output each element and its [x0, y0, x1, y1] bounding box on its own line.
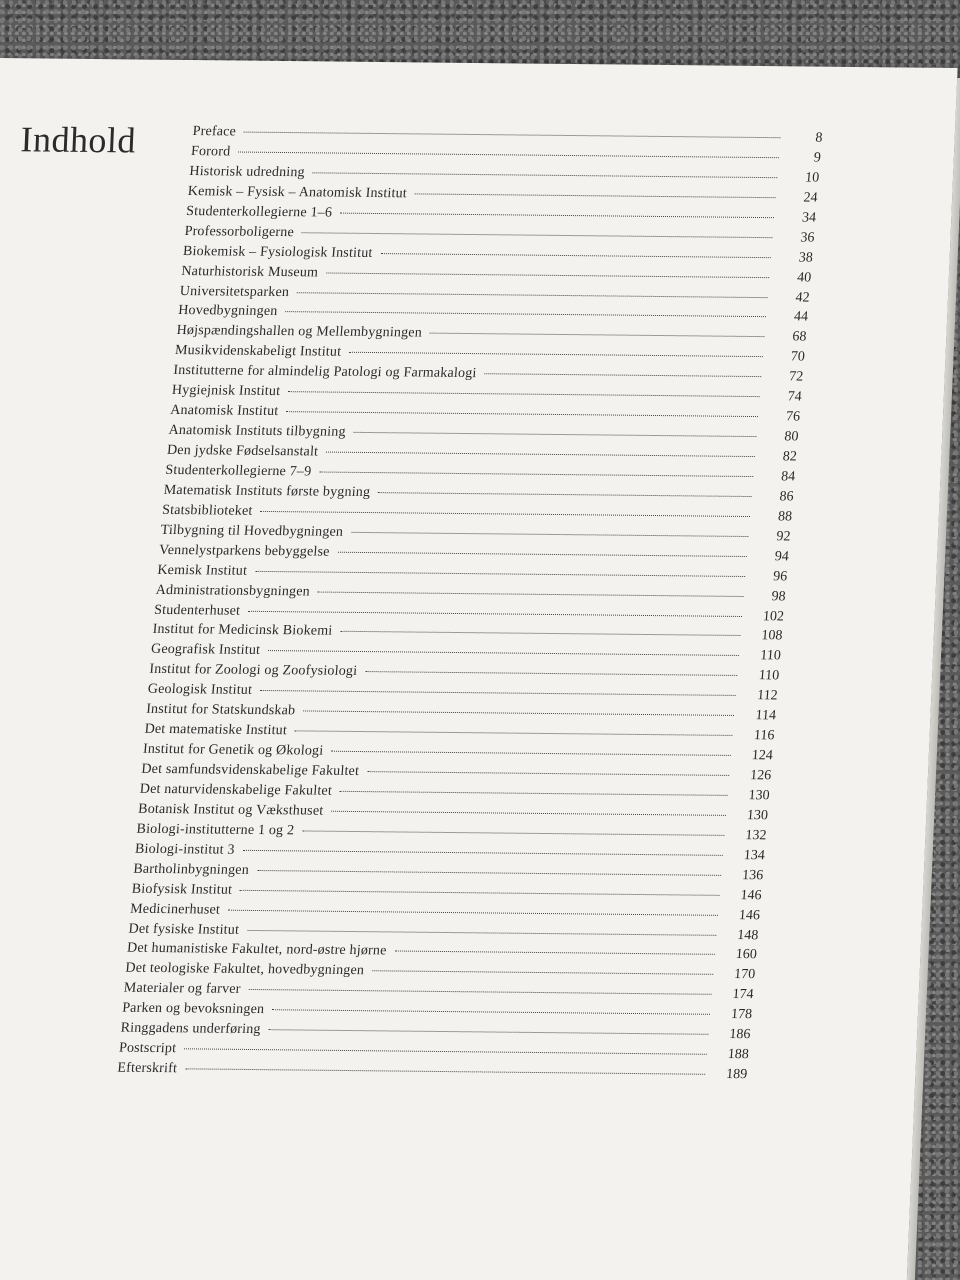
- toc-entry-page-number: 126: [749, 768, 772, 784]
- toc-entry-title: Kemisk Institut: [156, 562, 248, 579]
- dot-leader: [244, 132, 780, 139]
- dot-leader: [269, 1029, 709, 1035]
- toc-entry-title: Parken og bevoksningen: [121, 1000, 265, 1018]
- dot-leader: [340, 212, 774, 218]
- dot-leader: [331, 811, 726, 816]
- toc-entry-title: Det fysiske Institut: [128, 921, 240, 938]
- toc-entry-page-number: 186: [728, 1027, 751, 1043]
- toc-entry-page-number: 80: [783, 429, 799, 445]
- toc-entry-page-number: 178: [730, 1007, 753, 1023]
- toc-entry-page-number: 82: [782, 449, 798, 465]
- toc-entry-title: Naturhistorisk Museum: [180, 263, 319, 280]
- toc-entry-page-number: 72: [788, 369, 804, 385]
- toc-entry-title: Højspændingshallen og Mellembygningen: [176, 323, 423, 341]
- dot-leader: [295, 730, 732, 736]
- toc-entry-page-number: 8: [814, 130, 824, 146]
- toc-entry-page-number: 132: [744, 827, 767, 844]
- book-page: [0, 58, 958, 1280]
- toc-entry-page-number: 110: [758, 668, 780, 684]
- toc-entry-page-number: 174: [731, 987, 755, 1003]
- toc-entry-page-number: 146: [739, 887, 763, 903]
- toc-entry-page-number: 102: [762, 608, 785, 624]
- toc-entry-page-number: 24: [802, 190, 819, 206]
- dot-leader: [286, 411, 758, 417]
- toc-entry-page-number: 76: [785, 409, 801, 425]
- dot-leader: [319, 471, 753, 477]
- dot-leader: [340, 631, 740, 636]
- dot-leader: [257, 870, 721, 876]
- dot-leader: [326, 452, 755, 457]
- toc-entry-page-number: 36: [799, 230, 815, 246]
- dot-leader: [367, 771, 729, 776]
- toc-entry-title: Administrationsbygningen: [155, 582, 311, 600]
- dot-leader: [394, 951, 714, 955]
- dot-leader: [302, 232, 773, 238]
- toc-entry-title: Medicinerhuset: [129, 901, 221, 918]
- toc-entry-page-number: 40: [796, 269, 812, 286]
- dot-leader: [238, 151, 779, 158]
- toc-entry-title: Professorboligerne: [184, 223, 295, 240]
- toc-entry-page-number: 110: [759, 648, 782, 664]
- toc-entry-title: Det samfundsvidenskabelige Fakultet: [140, 761, 360, 780]
- toc-entry-title: Institutterne for almindelig Patologi og Farmakalogi: [172, 363, 478, 382]
- toc-entry-page-number: 160: [735, 947, 758, 963]
- toc-entry-title: Studenterkollegierne 7–9: [164, 462, 312, 480]
- dot-leader: [365, 671, 737, 676]
- toc-entry-page-number: 130: [746, 807, 769, 824]
- toc-entry-title: Anatomisk Institut: [169, 403, 280, 420]
- dot-leader: [351, 532, 748, 537]
- dot-leader: [326, 272, 769, 278]
- dot-leader: [243, 850, 723, 856]
- toc-entry-title: Biologi-institut 3: [134, 841, 236, 858]
- dot-leader: [184, 1048, 707, 1054]
- toc-entry-title: Universitetsparken: [179, 283, 290, 300]
- toc-entry-page-number: 44: [793, 309, 809, 325]
- toc-entry-page-number: 84: [780, 469, 796, 485]
- toc-entry-title: Musikvidenskabeligt Institut: [174, 343, 342, 360]
- toc-entry-page-number: 170: [733, 967, 756, 983]
- toc-entry-page-number: 136: [741, 867, 764, 883]
- toc-entry-title: Statsbiblioteket: [161, 502, 254, 519]
- toc-entry-title: Institut for Medicinsk Biokemi: [152, 622, 333, 640]
- toc-entry-page-number: 96: [772, 568, 788, 585]
- toc-entry-page-number: 88: [777, 509, 793, 525]
- dot-leader: [313, 172, 777, 178]
- toc-entry-title: Institut for Zoologi og Zoofysiologi: [148, 662, 358, 680]
- dot-leader: [297, 292, 768, 298]
- dot-leader: [302, 830, 724, 835]
- toc-entry-title: Anatomisk Instituts tilbygning: [168, 422, 347, 440]
- toc-entry-title: Matematisk Instituts første bygning: [163, 482, 371, 500]
- toc-entry-title: Biologi-institutterne 1 og 2: [136, 821, 295, 839]
- table-of-contents: [116, 124, 823, 1087]
- toc-entry-page-number: 148: [736, 927, 759, 943]
- toc-entry-title: Det humanistiske Fakultet, nord-østre hjørne: [126, 941, 388, 959]
- toc-entry-title: Forord: [190, 143, 231, 160]
- dot-leader: [372, 971, 713, 976]
- toc-entry-title: Preface: [192, 124, 237, 140]
- dot-leader: [338, 551, 747, 556]
- toc-entry-title: Studenterhuset: [153, 602, 241, 619]
- toc-entry-page-number: 74: [786, 389, 803, 405]
- toc-entry-title: Hygiejnisk Institut: [171, 383, 281, 400]
- toc-entry-title: Postscript: [118, 1040, 177, 1057]
- toc-entry-page-number: 130: [747, 788, 771, 804]
- toc-entry-title: Kemisk – Fysisk – Anatomisk Institut: [187, 183, 408, 202]
- toc-entry-page-number: 98: [770, 588, 787, 604]
- toc-entry-page-number: 68: [791, 329, 807, 345]
- dot-leader: [381, 253, 771, 258]
- toc-entry-title: Institut for Statskundskab: [145, 701, 296, 719]
- toc-entry-page-number: 9: [813, 150, 822, 166]
- toc-entry-title: Biofysisk Institut: [131, 881, 233, 898]
- toc-entry-page-number: 70: [790, 349, 806, 365]
- dot-leader: [268, 650, 739, 656]
- toc-entry-page-number: 42: [794, 289, 811, 306]
- toc-entry-page-number: 146: [738, 907, 761, 923]
- dot-leader: [340, 791, 728, 796]
- toc-entry-page-number: 116: [753, 728, 775, 744]
- toc-entry-title: Ringgadens underføring: [119, 1020, 262, 1038]
- toc-entry-page-number: 108: [760, 628, 783, 644]
- toc-entry-page-number: 86: [778, 489, 795, 505]
- dot-leader: [303, 711, 734, 717]
- dot-leader: [430, 333, 765, 338]
- toc-entry-title: Studenterkollegierne 1–6: [185, 203, 333, 221]
- toc-entry-title: Geografisk Institut: [150, 642, 261, 659]
- toc-entry-title: Efterskrift: [116, 1060, 178, 1077]
- dot-leader: [248, 610, 742, 616]
- toc-entry-title: Bartholinbygningen: [132, 861, 250, 878]
- toc-entry-page-number: 134: [743, 847, 766, 864]
- toc-entry-page-number: 94: [774, 548, 790, 565]
- dot-leader: [484, 373, 761, 377]
- toc-entry-title: Biokemisk – Fysiologisk Institut: [182, 243, 374, 261]
- toc-entry-page-number: 124: [751, 748, 774, 764]
- dot-leader: [247, 929, 716, 935]
- dot-leader: [260, 690, 736, 696]
- toc-entry-title: Hovedbygningen: [177, 303, 279, 320]
- dot-leader: [354, 432, 757, 437]
- dot-leader: [331, 751, 731, 756]
- toc-entry-title: Historisk udredning: [188, 163, 306, 181]
- page-heading: Indhold: [19, 119, 137, 161]
- dot-leader: [228, 909, 718, 915]
- dot-leader: [349, 352, 763, 357]
- toc-entry-title: Den jydske Fødselsanstalt: [166, 442, 319, 460]
- dot-leader: [185, 1068, 705, 1074]
- toc-entry-title: Det naturvidenskabelige Fakultet: [139, 781, 333, 799]
- toc-entry-title: Institut for Genetik og Økologi: [142, 741, 324, 759]
- dot-leader: [255, 570, 745, 576]
- toc-entry-title: Det teologiske Fakultet, hovedbygningen: [124, 961, 365, 979]
- toc-entry-page-number: 34: [801, 210, 817, 226]
- toc-entry-page-number: 92: [775, 529, 791, 545]
- dot-leader: [415, 193, 776, 198]
- toc-entry-page-number: 114: [754, 708, 777, 724]
- dot-leader: [272, 1009, 710, 1015]
- dot-leader: [378, 492, 751, 497]
- dot-leader: [260, 511, 750, 517]
- toc-entry-page-number: 38: [798, 250, 814, 266]
- toc-entry-title: Det matematiske Institut: [144, 721, 288, 739]
- dot-leader: [288, 391, 759, 397]
- dot-leader: [285, 312, 766, 318]
- toc-entry-page-number: 188: [727, 1047, 750, 1063]
- toc-entry-title: Geologisk Institut: [147, 682, 253, 699]
- toc-entry-page-number: 189: [725, 1067, 748, 1083]
- toc-entry-title: Tilbygning til Hovedbygningen: [160, 522, 344, 540]
- toc-entry-page-number: 112: [756, 688, 779, 704]
- toc-entry-title: Botanisk Institut og Væksthuset: [137, 801, 324, 819]
- toc-entry-page-number: 10: [804, 170, 820, 186]
- toc-entry-title: Materialer og farver: [123, 980, 242, 998]
- dot-leader: [248, 989, 711, 995]
- toc-entry-title: Vennelystparkens bebyggelse: [158, 542, 331, 560]
- dot-leader: [240, 889, 719, 895]
- dot-leader: [318, 591, 744, 596]
